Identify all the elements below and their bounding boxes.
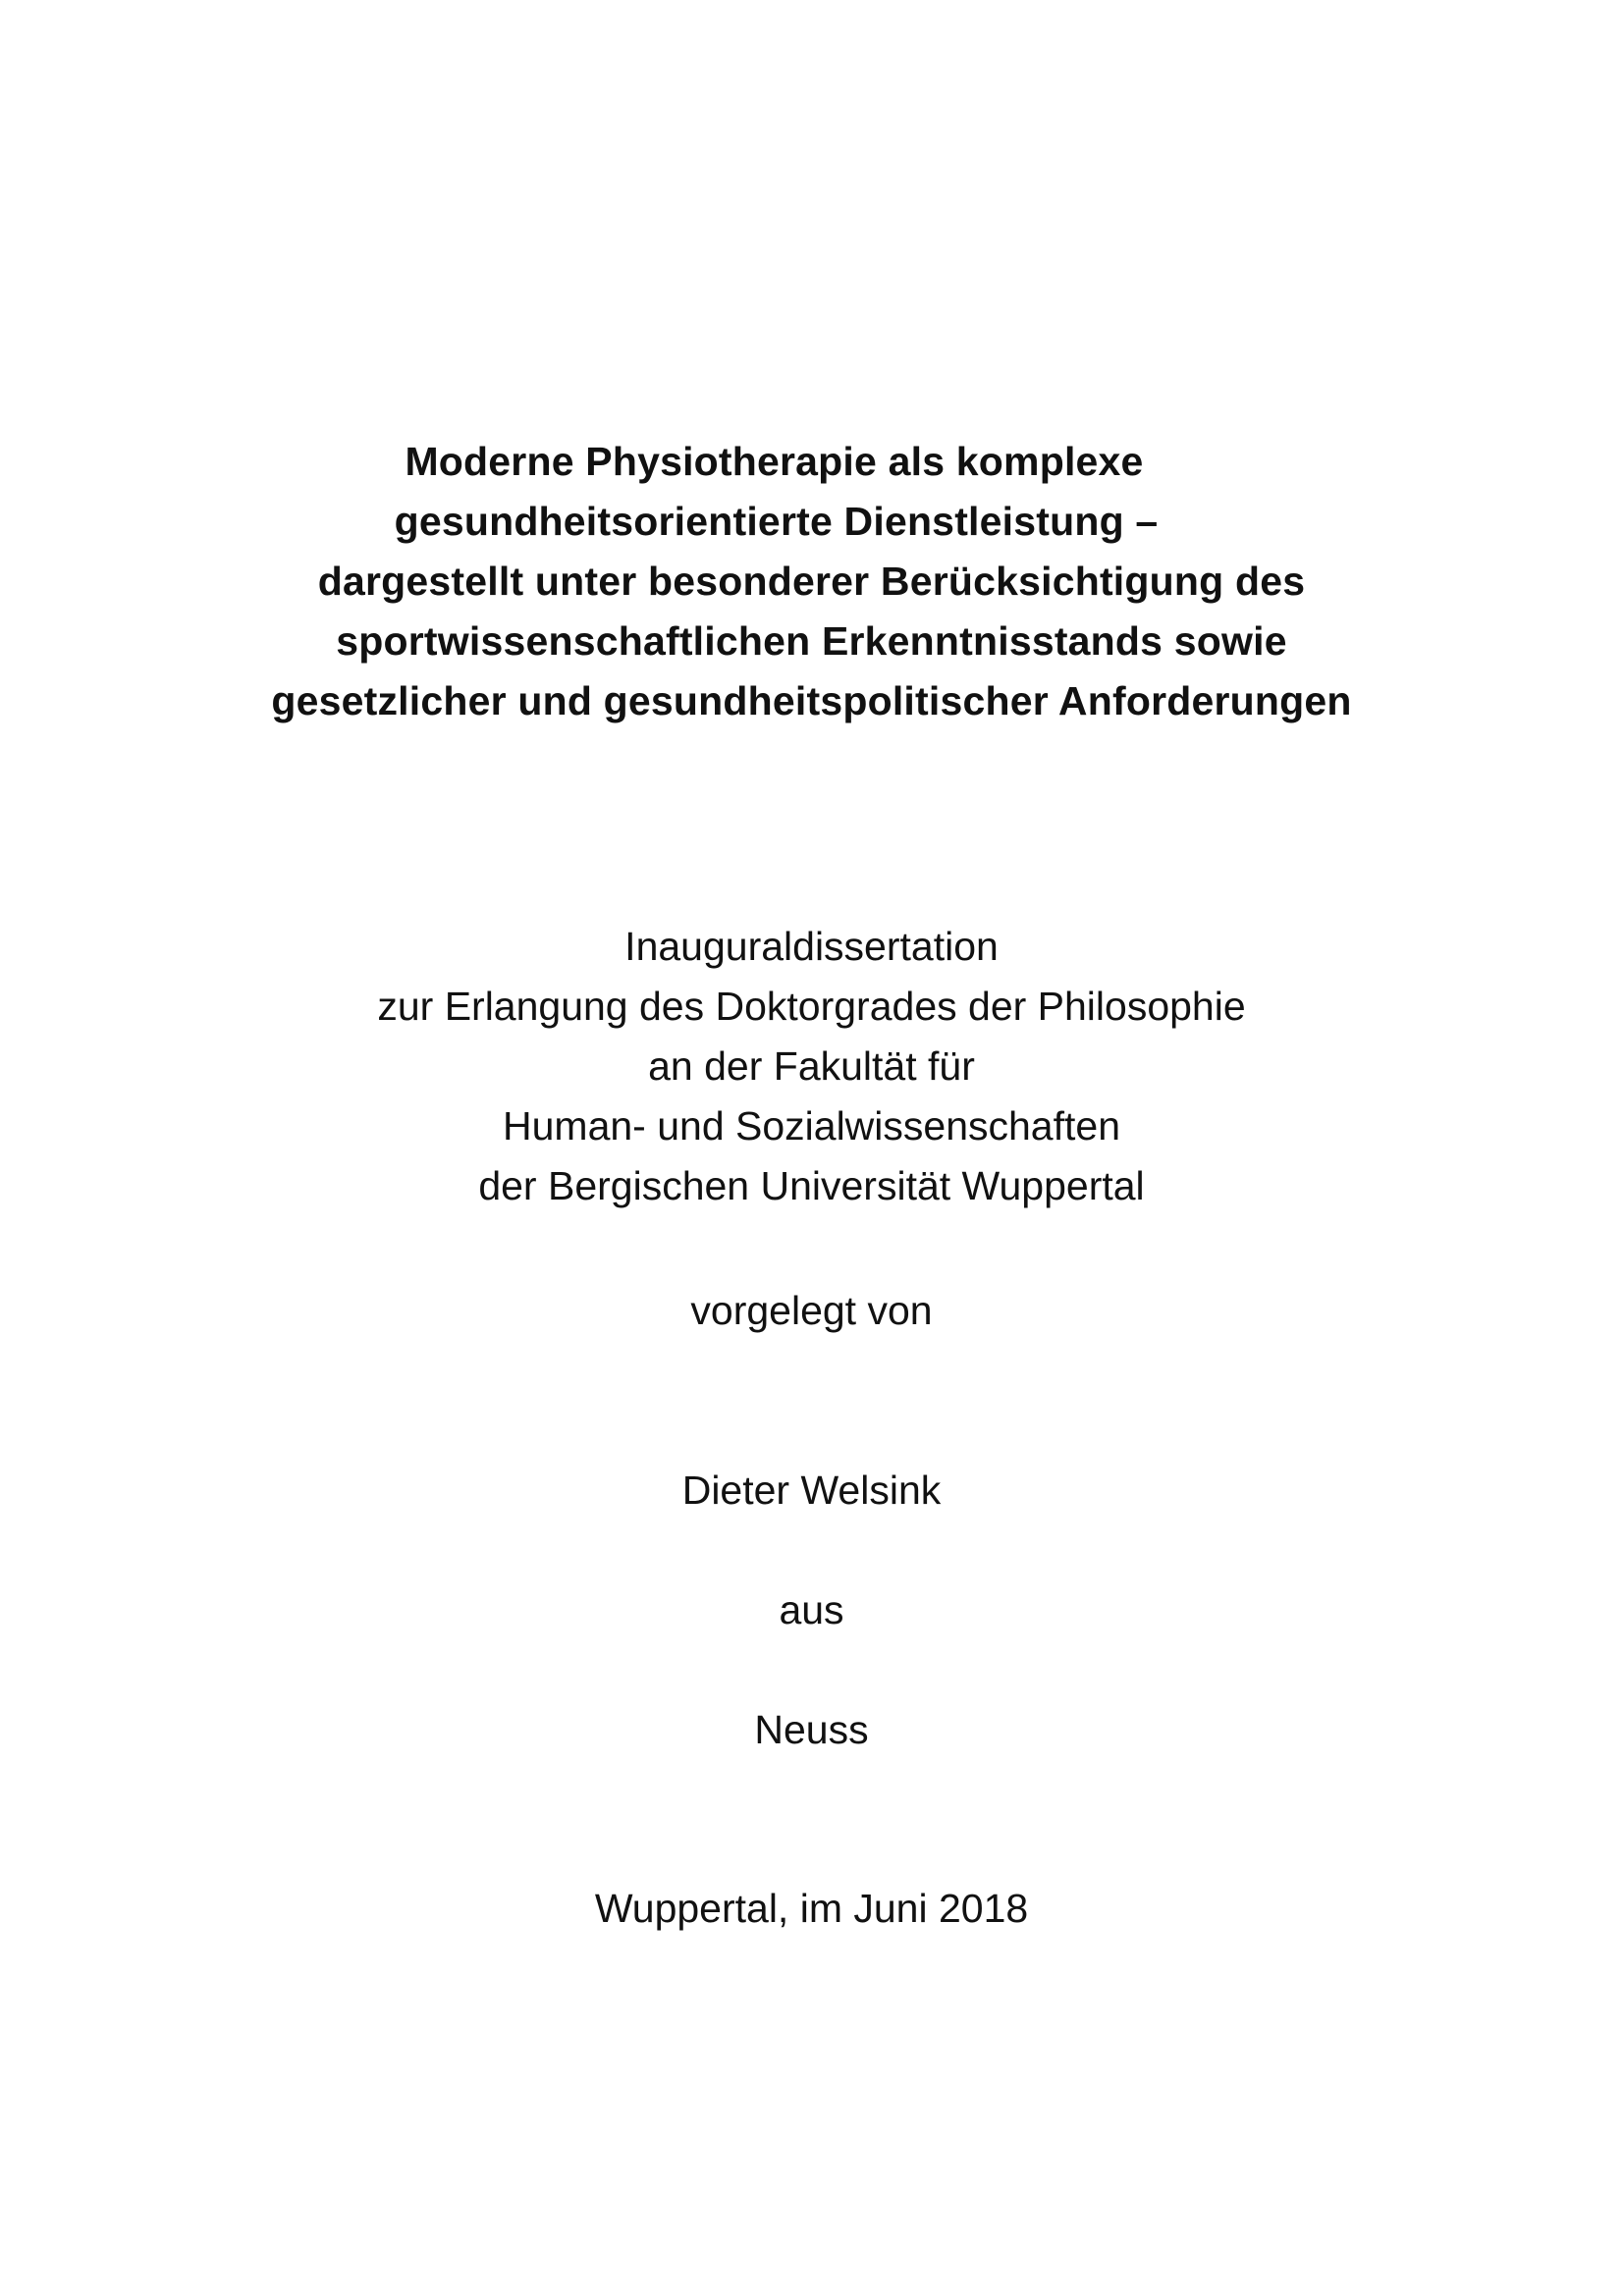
from-label: aus	[779, 1587, 844, 1632]
dissertation-title	[0, 432, 1623, 731]
presented-by-label: vorgelegt von	[690, 1288, 933, 1333]
place-and-date: Wuppertal, im Juni 2018	[594, 1886, 1029, 1931]
description-line-1: Inauguraldissertation	[624, 924, 999, 969]
author-name: Dieter Welsink	[681, 1468, 942, 1513]
title-line-5: gesetzlicher und gesundheitspolitischer Anforderungen	[271, 678, 1352, 723]
title-line-4: sportwissenschaftlichen Erkenntnisstands sowie	[336, 618, 1287, 664]
title-line-1: Moderne Physiotherapie als komplexe	[405, 439, 1144, 484]
hometown: Neuss	[754, 1707, 869, 1752]
dissertation-description	[0, 917, 1623, 1216]
title-line-2: gesundheitsorientierte Dienstleistung –	[394, 499, 1159, 544]
description-line-3: an der Fakultät für	[648, 1043, 975, 1089]
description-line-4: Human- und Sozialwissenschaften	[503, 1103, 1120, 1148]
description-line-5: der Bergischen Universität Wuppertal	[478, 1163, 1145, 1208]
title-line-3: dargestellt unter besonderer Berücksichtigung des	[317, 559, 1306, 604]
description-line-2: zur Erlangung des Doktorgrades der Philosophie	[377, 984, 1246, 1029]
